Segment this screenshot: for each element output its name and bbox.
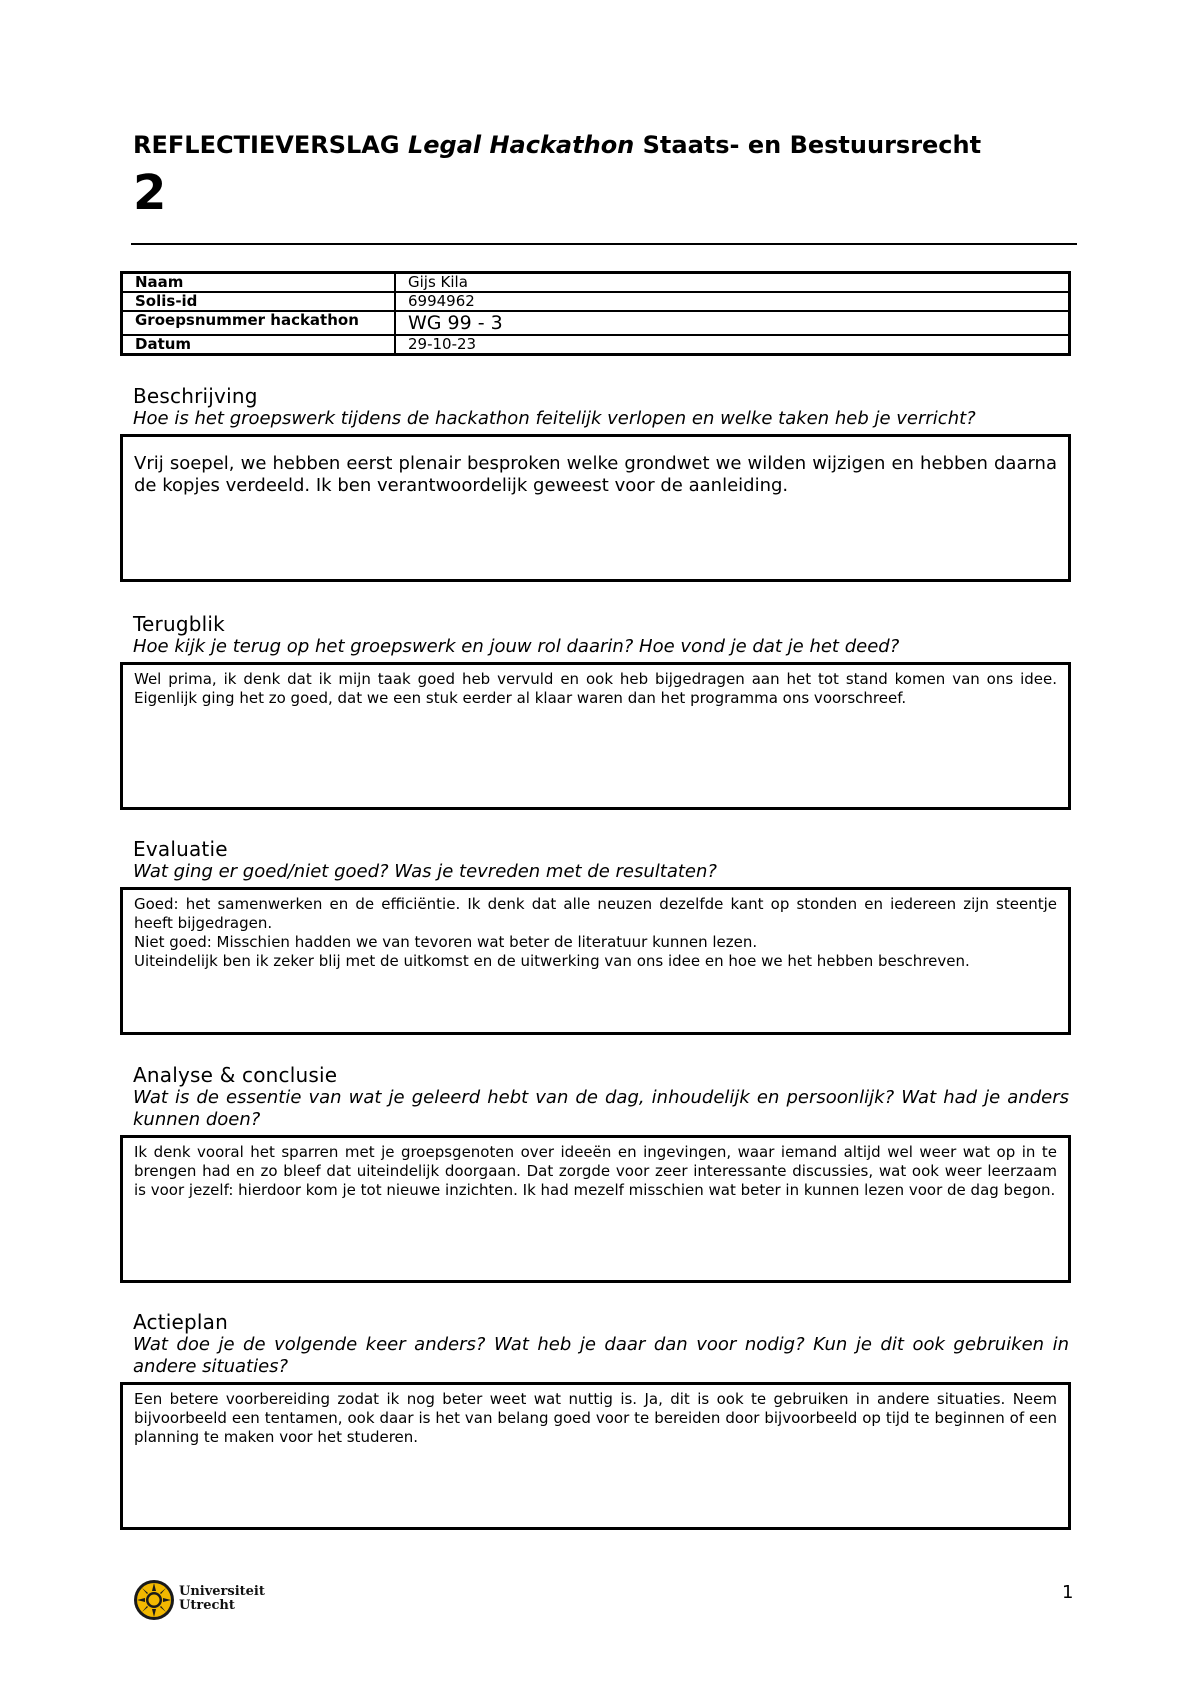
logo-line: Utrecht bbox=[179, 1598, 235, 1613]
logo-line: Universiteit bbox=[179, 1584, 265, 1599]
answer-text: Wel prima, ik denk dat ik mijn taak goed heb vervuld en ook heb bijgedragen aan het tot stand komen van ons idee. Eigenlijk ging het zo goed, dat we een stuk eerder al klaar waren dan het programma ons voorschreef. bbox=[134, 670, 1057, 707]
section-question: Wat ging er goed/niet goed? Was je tevreden met de resultaten? bbox=[133, 861, 717, 882]
info-label: Naam bbox=[122, 273, 396, 293]
answer-text: Vrij soepel, we hebben eerst plenair besproken welke grondwet we wilden wijzigen en hebben daarna de kopjes verdeeld. Ik ben verantwoordelijk geweest voor de aanleiding. bbox=[134, 453, 1057, 496]
info-value: 6994962 bbox=[395, 292, 1070, 311]
section-heading: Evaluatie bbox=[133, 837, 228, 861]
answer-box-terugblik bbox=[120, 662, 1071, 810]
section-beschrijving bbox=[120, 385, 1071, 582]
answer-line: Goed: het samenwerken en de efficiëntie. Ik denk dat alle neuzen dezelfde kant op stonden en iedereen zijn steentje heeft bijgedragen. bbox=[134, 895, 1057, 932]
section-actieplan bbox=[120, 1311, 1071, 1530]
section-heading: Terugblik bbox=[133, 612, 225, 636]
answer-text: Een betere voorbereiding zodat ik nog beter weet wat nuttig is. Ja, dit is ook te gebruiken in andere situaties. Neem bijvoorbeeld een tentamen, ook daar is het van belang goed voor te bereiden door bijvoorbeeld op tijd te beginnen of een planning te maken voor het studeren. bbox=[134, 1390, 1057, 1446]
info-label: Solis-id bbox=[122, 292, 396, 311]
section-question: Hoe is het groepswerk tijdens de hackathon feitelijk verlopen en welke taken heb je verricht? bbox=[133, 408, 976, 429]
section-question: Wat doe je de volgende keer anders? Wat heb je daar dan voor nodig? Kun je dit ook gebruiken in andere situaties? bbox=[133, 1334, 1069, 1377]
answer-box-analyse bbox=[120, 1135, 1071, 1283]
answer-line: Uiteindelijk ben ik zeker blij met de uitkomst en de uitwerking van ons idee en hoe we het hebben beschreven. bbox=[134, 952, 970, 970]
info-table bbox=[120, 271, 1071, 356]
title-italic: Legal Hackathon bbox=[407, 131, 635, 159]
sun-emblem-icon bbox=[133, 1579, 175, 1621]
answer-box-actieplan bbox=[120, 1382, 1071, 1530]
info-value: WG 99 - 3 bbox=[395, 311, 1070, 335]
section-heading: Beschrijving bbox=[133, 384, 258, 408]
title-divider bbox=[131, 243, 1077, 245]
info-label: Groepsnummer hackathon bbox=[122, 311, 396, 335]
section-question: Wat is de essentie van wat je geleerd hebt van de dag, inhoudelijk en persoonlijk? Wat had je anders kunnen doen? bbox=[133, 1087, 1069, 1130]
info-row-naam bbox=[122, 273, 1070, 293]
section-evaluatie bbox=[120, 838, 1071, 1035]
document-title bbox=[133, 130, 1083, 160]
info-label: Datum bbox=[122, 335, 396, 355]
info-row-solis-id bbox=[122, 292, 1070, 311]
answer-box-beschrijving bbox=[120, 434, 1071, 582]
info-value: Gijs Kila bbox=[395, 273, 1070, 293]
section-question: Hoe kijk je terug op het groepswerk en jouw rol daarin? Hoe vond je dat je het deed? bbox=[133, 636, 900, 657]
answer-line: Niet goed: Misschien hadden we van tevoren wat beter de literatuur kunnen lezen. bbox=[134, 933, 758, 951]
section-analyse bbox=[120, 1064, 1071, 1283]
info-value: 29-10-23 bbox=[395, 335, 1070, 355]
title-suffix: Staats- en Bestuursrecht bbox=[642, 131, 982, 159]
answer-box-evaluatie bbox=[120, 887, 1071, 1035]
info-row-groepsnummer bbox=[122, 311, 1070, 335]
university-logo bbox=[133, 1579, 263, 1623]
answer-text: Ik denk vooral het sparren met je groepsgenoten over ideeën en ingevingen, waar iemand altijd wel weer wat op in te brengen had en zo bleef dat uiteindelijk doorgaan. Dat zorgde voor zeer interessante discussies, wat ook weer leerzaam is voor jezelf: hierdoor kom je tot nieuwe inzichten. Ik had mezelf misschien wat beter in kunnen lezen voor de dag begon. bbox=[134, 1143, 1057, 1199]
section-terugblik bbox=[120, 613, 1071, 810]
title-number: 2 bbox=[133, 165, 167, 221]
section-heading: Actieplan bbox=[133, 1310, 229, 1334]
page-number: 1 bbox=[1062, 1582, 1074, 1603]
title-prefix: REFLECTIEVERSLAG bbox=[133, 131, 400, 159]
info-row-datum bbox=[122, 335, 1070, 355]
section-heading: Analyse & conclusie bbox=[133, 1063, 338, 1087]
logo-wordmark bbox=[179, 1585, 265, 1613]
